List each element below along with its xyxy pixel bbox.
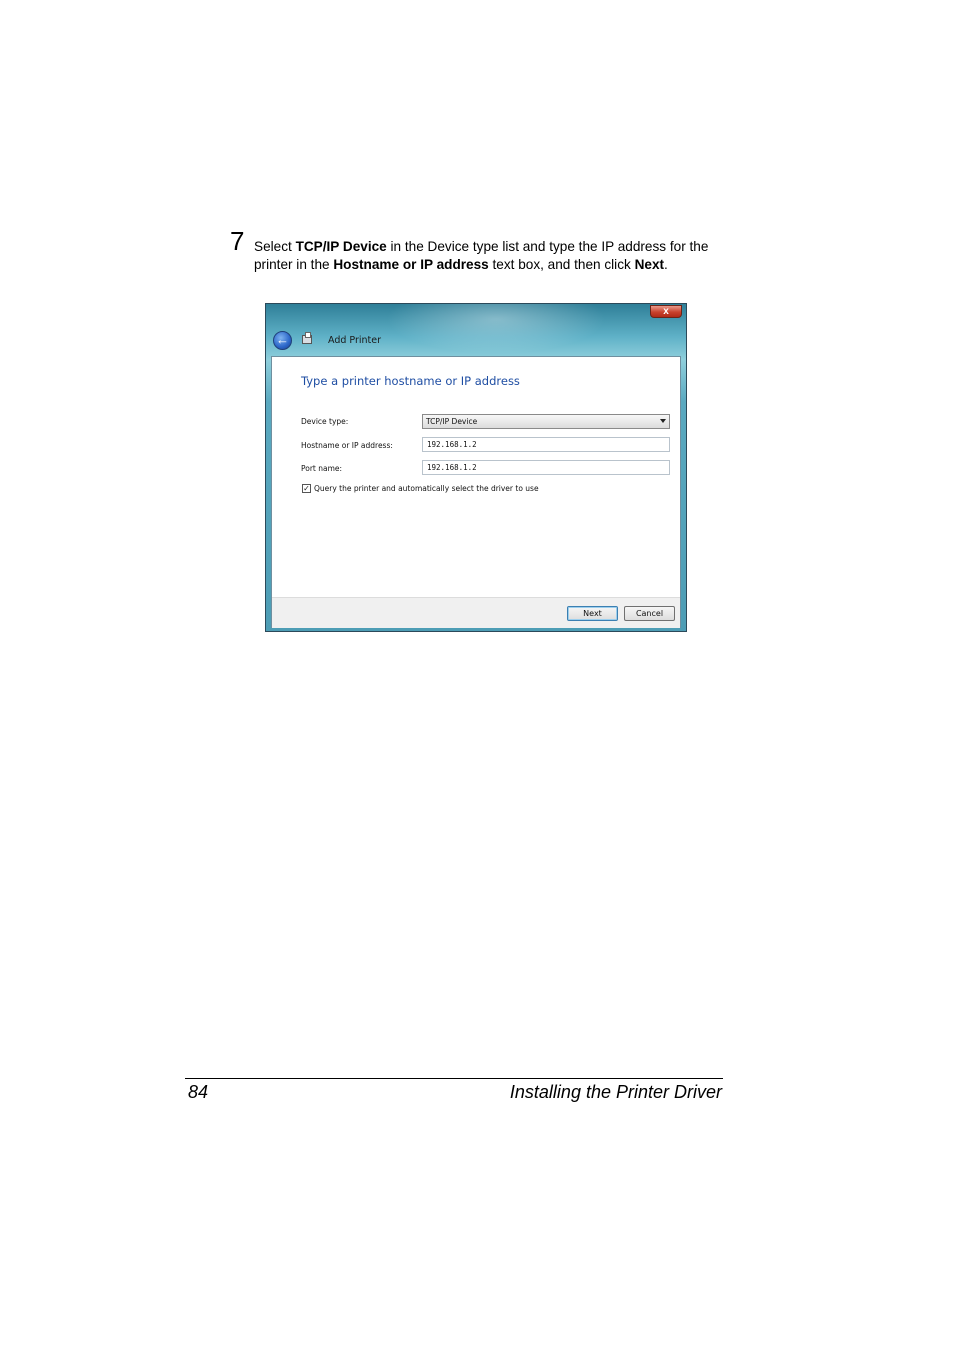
dropdown-arrow-icon xyxy=(660,419,666,423)
step-number: 7 xyxy=(230,226,245,256)
dialog-heading: Type a printer hostname or IP address xyxy=(301,374,520,388)
port-name-input[interactable]: 192.168.1.2 xyxy=(422,460,670,475)
port-name-label: Port name: xyxy=(301,464,343,473)
query-printer-label: Query the printer and automatically select the driver to use xyxy=(314,484,539,493)
step-instruction xyxy=(254,238,734,274)
step-text-part: text box, and then click xyxy=(488,257,635,272)
dialog-content xyxy=(271,356,681,628)
step-bold-hostname: Hostname or IP address xyxy=(333,257,489,272)
next-button[interactable]: Next xyxy=(567,606,618,621)
window-title: Add Printer xyxy=(328,335,382,346)
printer-icon xyxy=(302,335,312,344)
step-bold-device: TCP/IP Device xyxy=(295,239,387,254)
add-printer-window xyxy=(265,303,687,632)
footer-divider xyxy=(185,1078,723,1079)
step-text-part: Select xyxy=(254,239,296,254)
cancel-button[interactable]: Cancel xyxy=(624,606,675,621)
page-number: 84 xyxy=(188,1082,209,1102)
step-text-part: . xyxy=(664,257,668,272)
section-title: Installing the Printer Driver xyxy=(509,1082,722,1102)
step-bold-next: Next xyxy=(634,257,665,272)
close-icon[interactable]: x xyxy=(650,305,682,318)
device-type-select[interactable] xyxy=(422,414,670,429)
device-type-value: TCP/IP Device xyxy=(426,417,478,426)
checkmark-icon: ✓ xyxy=(303,484,310,493)
dialog-button-bar xyxy=(272,597,680,628)
hostname-input[interactable]: 192.168.1.2 xyxy=(422,437,670,452)
back-arrow-icon[interactable]: ← xyxy=(273,331,292,350)
query-printer-checkbox[interactable] xyxy=(302,484,311,493)
step-text-part: in the Device type list and type the IP address for the printer in the xyxy=(254,239,709,272)
device-type-label: Device type: xyxy=(301,417,349,426)
hostname-label: Hostname or IP address: xyxy=(301,441,393,450)
